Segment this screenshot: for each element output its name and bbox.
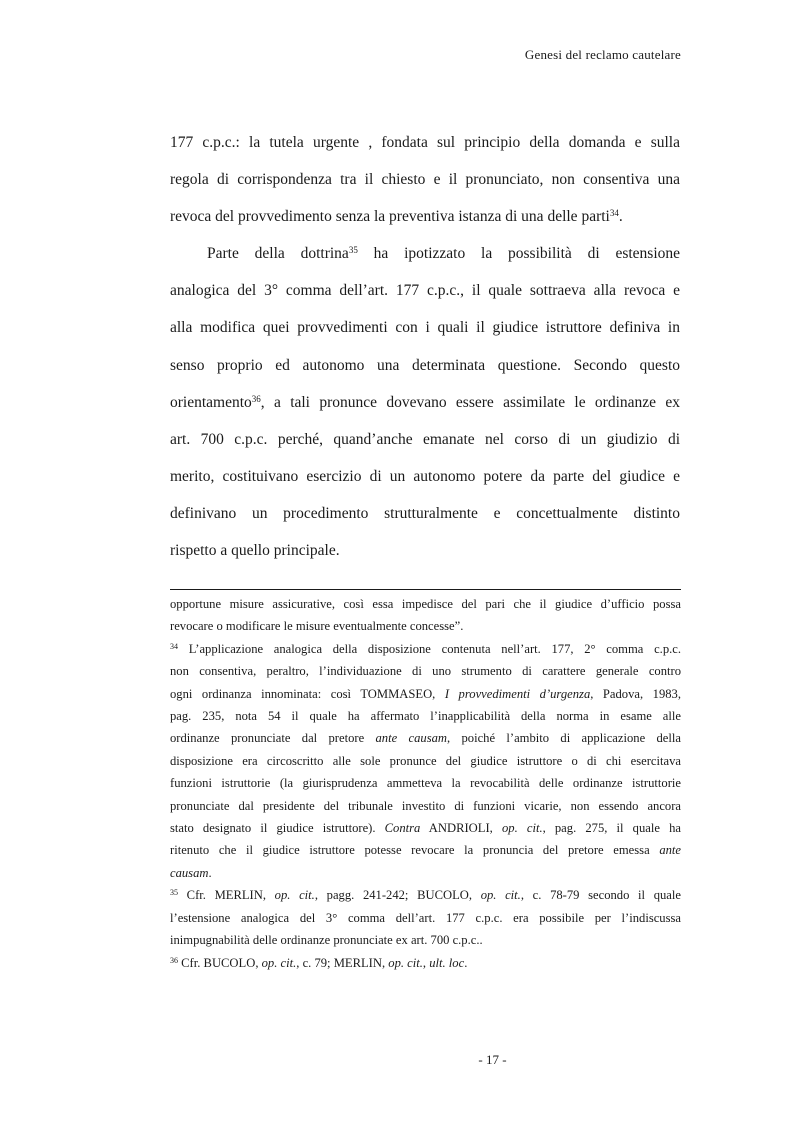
italic-term: op. cit. <box>480 888 521 903</box>
footnote-34-line <box>170 683 681 705</box>
footnote-34-line <box>170 638 681 660</box>
footnote-34-line: pag. 235, nota 54 il quale ha affermato l’inapplicabilità della norma in esame alle <box>170 709 681 724</box>
page-number-text: - 17 - <box>478 1052 507 1067</box>
footnote-34-line: pronunciate dal presidente del tribunale investito di funzioni vicarie, non essendo ancora <box>170 798 681 813</box>
footnote-line: revocare o modificare le misure eventualmente concesse”. <box>170 619 464 634</box>
italic-term: causam <box>170 865 209 880</box>
text-run: orientamento <box>170 393 252 411</box>
text-line <box>170 235 680 272</box>
footnote-34-line: disposizione era circoscritto alle sole pronunce del giudice istruttore o di chi esercitava <box>170 753 681 768</box>
italic-term: ante <box>659 843 681 858</box>
text-run: ogni ordinanza innominata: così TOMMASEO, <box>170 686 445 701</box>
footnote-34-line <box>170 862 681 884</box>
italic-term: ult. loc <box>429 955 465 970</box>
text-run: revoca del provvedimento senza la preventiva istanza di una delle parti <box>170 208 610 226</box>
text-run: , a tali pronunce dovevano essere assimilate le ordinanze ex <box>260 393 680 411</box>
text-line: 177 c.p.c.: la tutela urgente , fondata sul principio della domanda e sulla <box>170 134 680 151</box>
footnote-35-line: inimpugnabilità delle ordinanze pronunciate ex art. 700 c.p.c.. <box>170 933 483 948</box>
text-line <box>170 198 680 235</box>
footnote-separator <box>170 589 681 590</box>
text-line: senso proprio ed autonomo una determinata questione. Secondo questo <box>170 356 680 374</box>
text-run: . <box>618 208 623 226</box>
text-run: , <box>422 955 430 970</box>
text-line: alla modifica quei provvedimenti con i quali il giudice istruttore definiva in <box>170 319 680 337</box>
footnote-35-line: l’estensione analogica del 3° comma dell’art. 177 c.p.c. era possibile per l’indiscussa <box>170 910 681 925</box>
text-run: , c. 79; MERLIN, <box>296 955 389 970</box>
text-line: definivano un procedimento strutturalmente e concettualmente distinto <box>170 504 680 522</box>
italic-term: op. cit. <box>388 955 423 970</box>
footnote-number: 35 <box>170 888 178 898</box>
footnote-ref-35[interactable]: 35 <box>348 245 358 256</box>
footnote-ref-36[interactable]: 36 <box>251 393 261 404</box>
italic-term: op. cit. <box>501 821 543 836</box>
main-text <box>170 124 680 569</box>
italic-title: I provvedimenti d’urgenza <box>444 686 591 701</box>
text-line: analogica del 3° comma dell’art. 177 c.p.c., il quale sottraeva alla revoca e <box>170 282 680 300</box>
footnotes <box>170 593 681 974</box>
text-line: merito, costituivano esercizio di un autonomo potere da parte del giudice e <box>170 467 680 485</box>
text-run: , Padova, 1983, <box>590 686 681 701</box>
text-run: , poiché l’ambito di applicazione della <box>447 731 681 746</box>
text-run: , pag. 275, il quale ha <box>542 821 681 836</box>
paragraph-2 <box>170 235 680 569</box>
text-run: . <box>208 865 212 880</box>
footnote-35-line <box>170 884 681 906</box>
text-line: rispetto a quello principale. <box>170 542 340 560</box>
italic-term: Contra <box>384 821 421 836</box>
text-run: Cfr. BUCOLO, <box>178 955 262 970</box>
italic-term: ante causam <box>375 731 447 746</box>
footnote-34-line <box>170 727 681 749</box>
text-run: Parte della dottrina <box>207 245 349 263</box>
footnote-34-line <box>170 817 681 839</box>
footnote-number: 34 <box>170 641 178 651</box>
text-run: ritenuto che il giudice istruttore potesse revocare la pronuncia del pretore emessa <box>170 843 660 858</box>
text-run: stato designato il giudice istruttore). <box>170 821 385 836</box>
text-line <box>170 384 680 421</box>
text-line: regola di corrispondenza tra il chiesto e il pronunciato, non consentiva una <box>170 171 680 189</box>
text-run: Cfr. MERLIN, <box>178 888 275 903</box>
page-number <box>0 1052 793 1068</box>
italic-term: op. cit. <box>274 888 315 903</box>
footnote-34-line <box>170 839 681 861</box>
text-run: ha ipotizzato la possibilità di estensione <box>357 245 681 263</box>
italic-term: op. cit. <box>261 955 297 970</box>
text-run: , c. 78-79 secondo il quale <box>520 888 681 903</box>
footnote-34-line: non consentiva, peraltro, l’individuazione di uno strumento di carattere generale contro <box>170 664 681 679</box>
text-line: art. 700 c.p.c. perché, quand’anche emanate nel corso di un giudizio di <box>170 430 680 448</box>
footnote-number: 36 <box>170 955 178 965</box>
paragraph-1 <box>170 124 680 235</box>
text-run: . <box>464 955 468 970</box>
text-run: , pagg. 241-242; BUCOLO, <box>314 888 481 903</box>
footnote-34-line: funzioni istruttorie (la giurisprudenza ammetteva la revocabilità delle ordinanze istruttorie <box>170 776 681 791</box>
text-run: ordinanze pronunciate dal pretore <box>170 731 376 746</box>
text-run: L’applicazione analogica della disposizione contenuta nell’art. 177, 2° comma c.p.c. <box>178 641 681 656</box>
text-run: ANDRIOLI, <box>420 821 502 836</box>
running-header: Genesi del reclamo cautelare <box>524 47 681 62</box>
footnote-ref-34[interactable]: 34 <box>609 208 619 219</box>
footnote-36-line <box>170 952 681 974</box>
footnote-line: opportune misure assicurative, così essa impedisce del pari che il giudice d’ufficio possa <box>170 597 681 611</box>
